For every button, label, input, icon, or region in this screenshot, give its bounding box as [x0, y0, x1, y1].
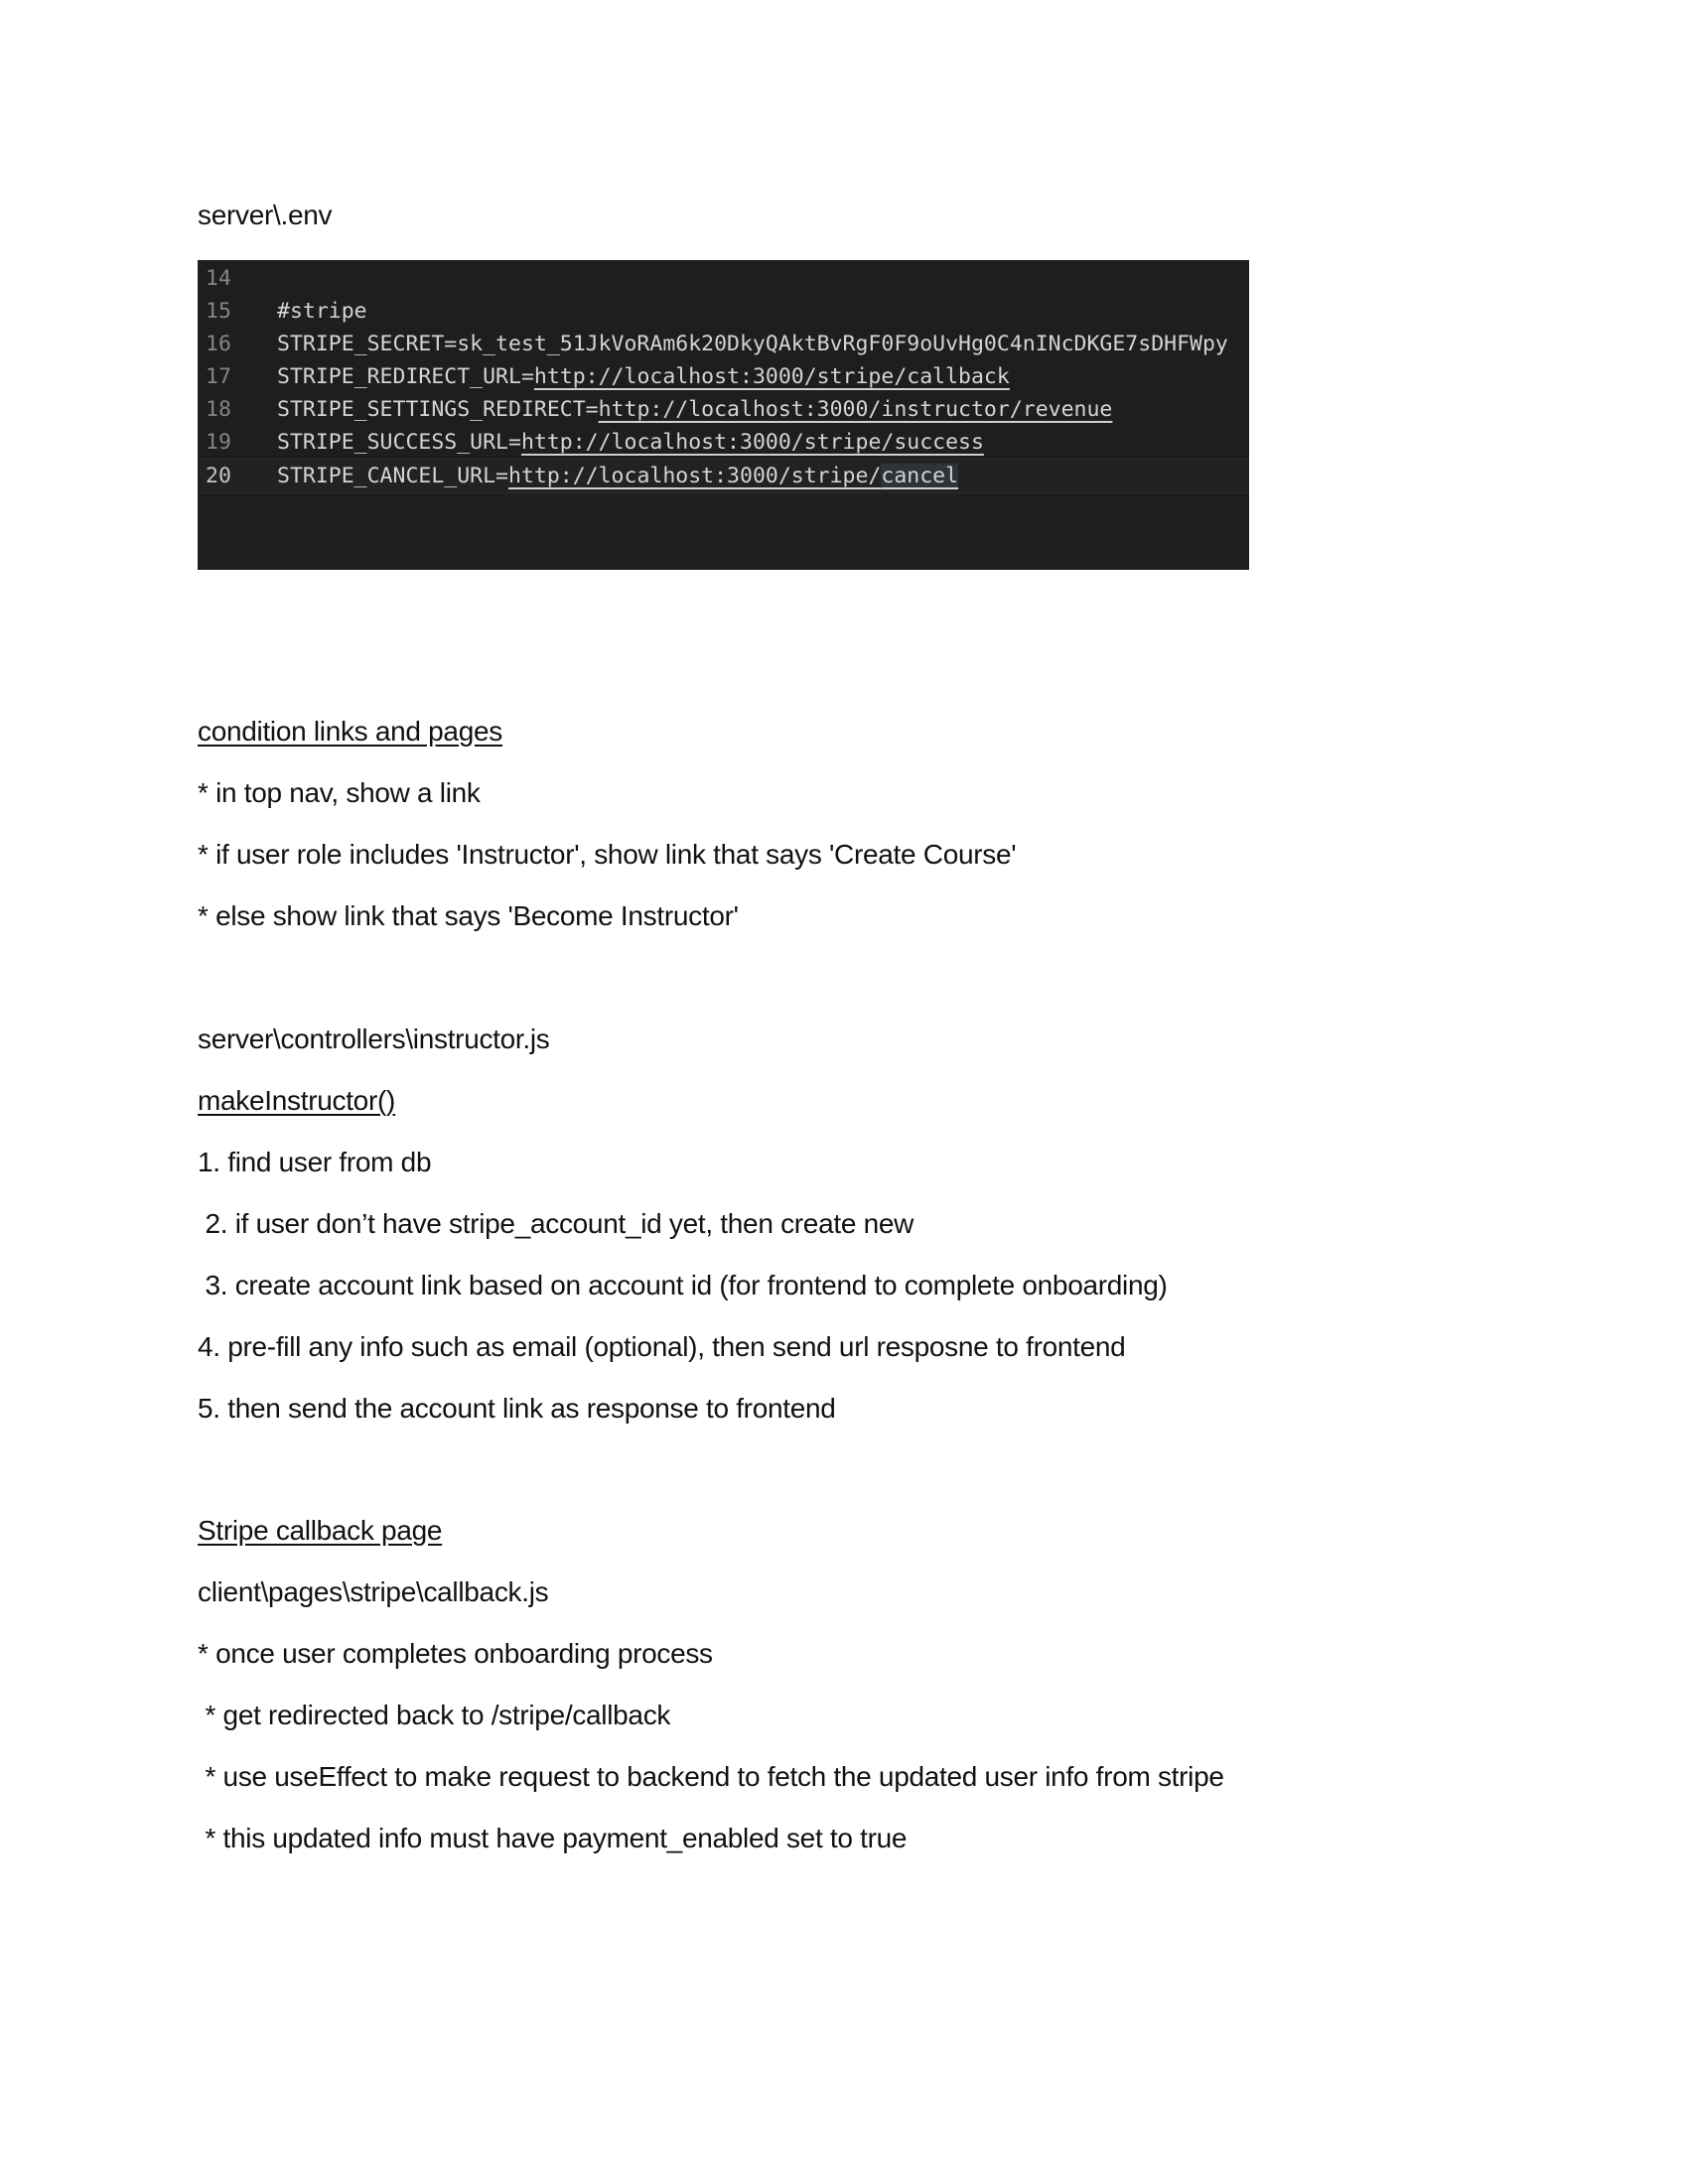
env-url-link[interactable]: http://localhost:3000/instructor/revenue	[598, 397, 1113, 422]
step-item: 4. pre-fill any info such as email (optional), then send url resposne to frontend	[198, 1331, 1126, 1362]
line-number: 15	[206, 299, 231, 324]
code-comment: #stripe	[277, 299, 367, 324]
code-line-18	[198, 393, 1249, 426]
conditional-heading: condition links and pages	[198, 716, 502, 747]
code-line-17	[198, 360, 1249, 393]
code-editor-screenshot	[198, 260, 1249, 570]
code-line-20	[198, 459, 1249, 493]
code-text	[277, 426, 984, 459]
line-number: 17	[206, 364, 231, 389]
line-number: 16	[206, 332, 231, 356]
env-url-link[interactable]: http://localhost:3000/stripe/callback	[533, 364, 1010, 389]
step-item: 5. then send the account link as response to frontend	[198, 1393, 836, 1424]
env-key: STRIPE_SETTINGS_REDIRECT=	[277, 397, 599, 422]
env-file-path: server\.env	[198, 200, 333, 230]
code-line-19	[198, 426, 1249, 459]
code-text	[277, 393, 1112, 426]
callback-file-path: client\pages\stripe\callback.js	[198, 1576, 549, 1607]
selected-text: cancel	[881, 464, 959, 488]
code-text	[277, 360, 1010, 393]
step-item: 3. create account link based on account id (for frontend to complete onboarding)	[198, 1270, 1168, 1300]
code-text	[277, 328, 1228, 360]
env-key: STRIPE_REDIRECT_URL=	[277, 364, 534, 389]
line-number: 18	[206, 397, 231, 422]
code-line-14	[198, 262, 1249, 295]
bullet-item: * once user completes onboarding process	[198, 1638, 713, 1669]
code-text	[277, 460, 958, 492]
env-url-link[interactable]	[508, 464, 958, 488]
callback-heading: Stripe callback page	[198, 1515, 443, 1546]
step-item: 1. find user from db	[198, 1147, 432, 1177]
bullet-item: * this updated info must have payment_enabled set to true	[198, 1823, 908, 1853]
env-key: STRIPE_SUCCESS_URL=	[277, 430, 521, 455]
bullet-item: * use useEffect to make request to backend to fetch the updated user info from stripe	[198, 1761, 1224, 1792]
bullet-item: * if user role includes 'Instructor', show link that says 'Create Course'	[198, 839, 1017, 870]
env-value: sk_test_51JkVoRAm6k20DkyQAktBvRgF0F9oUvHg0C4nINcDKGE7sDHFWpy	[457, 332, 1228, 356]
code-line-15	[198, 295, 1249, 328]
line-number: 20	[206, 464, 231, 488]
line-number: 14	[206, 266, 231, 291]
env-url-text: http://localhost:3000/stripe/	[508, 464, 882, 488]
controller-file-path: server\controllers\instructor.js	[198, 1024, 550, 1054]
code-line-16	[198, 328, 1249, 360]
env-key: STRIPE_CANCEL_URL=	[277, 464, 508, 488]
env-key: STRIPE_SECRET=	[277, 332, 458, 356]
bullet-item: * get redirected back to /stripe/callback	[198, 1700, 671, 1730]
function-heading: makeInstructor()	[198, 1085, 396, 1116]
step-item: 2. if user don’t have stripe_account_id yet, then create new	[198, 1208, 914, 1239]
bullet-item: * else show link that says 'Become Instructor'	[198, 900, 739, 931]
bullet-item: * in top nav, show a link	[198, 777, 481, 808]
line-number: 19	[206, 430, 231, 455]
env-url-link[interactable]: http://localhost:3000/stripe/success	[520, 430, 984, 455]
